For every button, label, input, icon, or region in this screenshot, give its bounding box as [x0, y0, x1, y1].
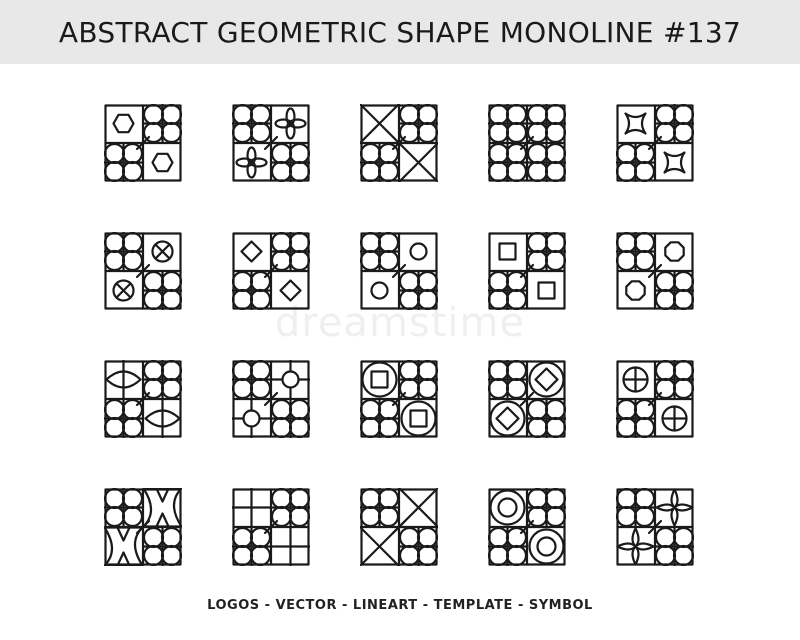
circle-x-rounded-tile-icon	[104, 232, 182, 310]
title-banner	[0, 0, 800, 64]
diamond-rounded-tile-icon	[232, 232, 310, 310]
footer-tagline: LOGOS - VECTOR - LINEART - TEMPLATE - SYMBOL	[207, 598, 593, 613]
icon-grid	[104, 104, 696, 516]
page-title: ABSTRACT GEOMETRIC SHAPE MONOLINE #137	[58, 15, 742, 49]
circle-diamond-rounded-tile-icon	[488, 360, 566, 438]
rounded-quad-tile-icon	[488, 104, 566, 182]
double-circle-rounded-tile-icon	[488, 488, 566, 566]
cross-petal-rounded-tile-icon	[616, 488, 694, 566]
petal-rounded-tile-icon	[232, 104, 310, 182]
circle-cross-rounded-tile-icon	[616, 360, 694, 438]
circle-square-rounded-tile-icon	[360, 360, 438, 438]
watermark: dreamstime	[274, 300, 526, 346]
x-rounded-tile-icon	[360, 104, 438, 182]
star-rounded-tile-icon	[616, 104, 694, 182]
maltese-rounded-tile-icon	[104, 488, 182, 566]
hexagon-rounded-tile-icon	[104, 104, 182, 182]
lens-rounded-tile-icon	[104, 360, 182, 438]
circle-rounded-tile-icon	[360, 232, 438, 310]
square-rounded-tile-icon	[488, 232, 566, 310]
grid-rounded-tile-icon	[232, 488, 310, 566]
circle-dot-rounded-tile-icon	[232, 360, 310, 438]
octagon-rounded-tile-icon	[616, 232, 694, 310]
envelope-rounded-tile-icon	[360, 488, 438, 566]
